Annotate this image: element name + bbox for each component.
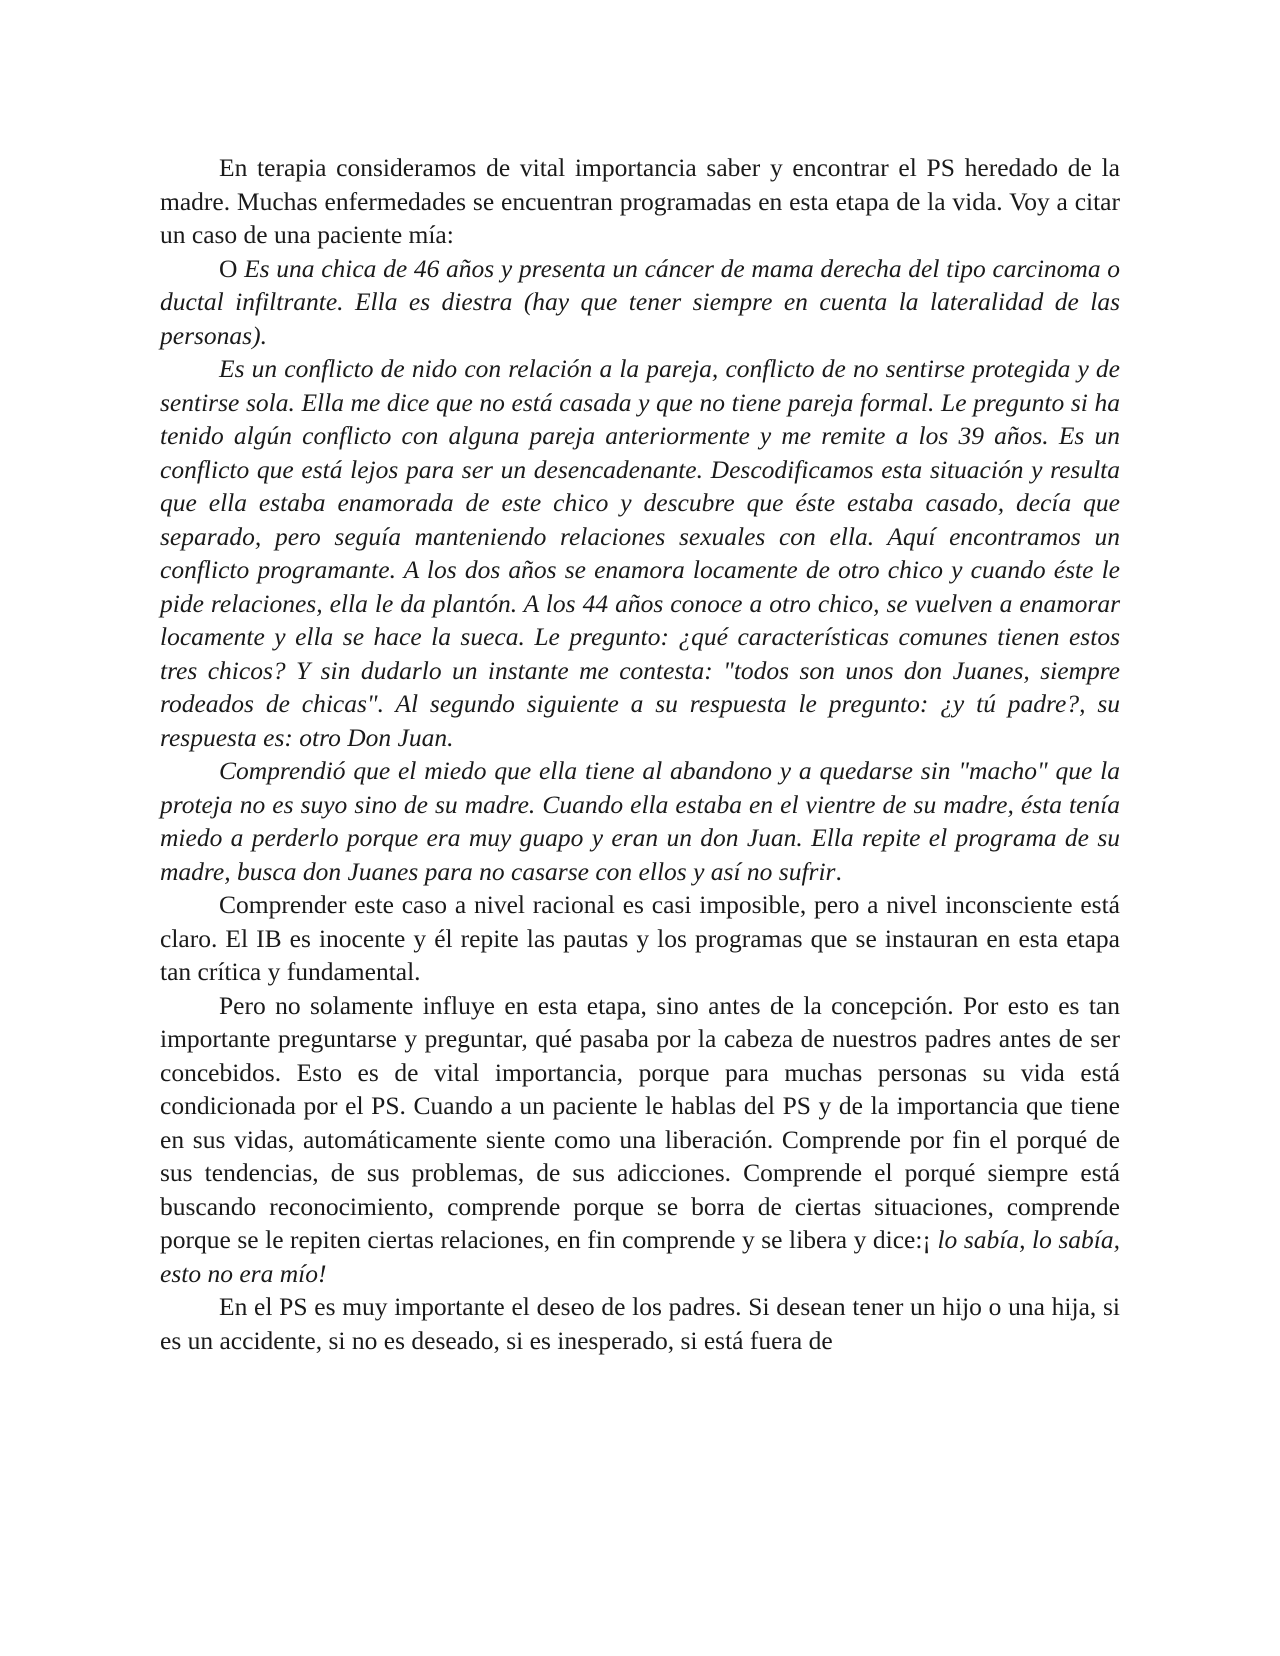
paragraph-intro-text: En terapia consideramos de vital importancia saber y encontrar el PS heredado de la madre. Muchas enfermedades se encuentran programadas en esta etapa de la vida. Voy a citar un caso de una paciente mía: — [160, 153, 1120, 249]
paragraph-parents-desire-text: En el PS es muy importante el deseo de los padres. Si desean tener un hijo o una hija, si es un accidente, si no es deseado, si es inesperado, si está fuera de — [160, 1292, 1120, 1355]
paragraph-conception-quote: lo sabía, lo sabía, esto no era mío! — [160, 1225, 1120, 1288]
paragraph-conception-text: Pero no solamente influye en esta etapa, sino antes de la concepción. Por esto es tan importante preguntarse y preguntar, qué pasaba por la cabeza de nuestros padres antes de ser concebidos. Esto es de vital importancia, porque para muchas personas su vida está condicionada por el PS. Cuando a un paciente le hablas del PS y de la importancia que tiene en sus vidas, automáticamente siente como una liberación. Comprende por fin el porqué de sus tendencias, de sus problemas, de sus adicciones. Comprende el porqué siempre está buscando reconocimiento, comprende porque se borra de ciertas situaciones, comprende porque se le repiten ciertas relaciones, en fin comprende y se libera y dice:¡ — [160, 990, 1120, 1254]
paragraph-case-narrative-text: Es un conflicto de nido con relación a la pareja, conflicto de no sentirse protegida y de sentirse sola. Ella me dice que no está casada y que no tiene pareja formal. Le pregunto si ha tenido algún conflicto con alguna pareja anteriormente y me remite a los 39 años. Es un conflicto que está lejos para ser un desencadenante. Descodificamos esta situación y resulta que ella estaba enamorada de este chico y descubre que éste estaba casado, decía que separado, pero seguía manteniendo relaciones sexuales con ella. Aquí encontramos un conflicto programante. A los dos años se enamora locamente de otro chico y cuando éste le pide relaciones, ella le da plantón. A los 44 años conoce a otro chico, se vuelven a enamorar locamente y ella se hace la sueca. Le pregunto: ¿qué características comunes tienen estos tres chicos? Y sin dudarlo un instante me contesta: "todos son unos don Juanes, siempre rodeados de chicas". Al segundo siguiente a su respuesta le pregunto: ¿y tú padre?, su respuesta es: otro Don Juan. — [160, 354, 1120, 752]
paragraph-parents-desire — [160, 1290, 1120, 1357]
paragraph-rational-text: Comprender este caso a nivel racional es casi imposible, pero a nivel inconsciente está claro. El IB es inocente y él repite las pautas y los programas que se instauran en esta etapa tan crítica y fundamental. — [160, 890, 1120, 986]
paragraph-case-insight-tail: . — [835, 856, 842, 886]
paragraph-case-summary — [160, 252, 1120, 353]
paragraph-case-insight-text: Comprendió que el miedo que ella tiene al abandono y a quedarse sin "macho" que la proteja no es suyo sino de su madre. Cuando ella estaba en el vientre de su madre, ésta tenía miedo a perderlo porque era muy guapo y eran un don Juan. Ella repite el programa de su madre, busca don Juanes para no casarse con ellos y así no sufrir — [160, 756, 1120, 886]
paragraph-rational — [160, 888, 1120, 989]
document-page — [160, 151, 1120, 1357]
paragraph-intro — [160, 151, 1120, 252]
paragraph-case-narrative — [160, 352, 1120, 754]
paragraph-conception — [160, 989, 1120, 1291]
paragraph-case-lead: O — [219, 253, 245, 283]
paragraph-case-summary-text: Es una chica de 46 años y presenta un cáncer de mama derecha del tipo carcinoma o ductal infiltrante. Ella es diestra (hay que tener siempre en cuenta la lateralidad de las personas). — [160, 253, 1120, 350]
paragraph-case-insight — [160, 754, 1120, 888]
